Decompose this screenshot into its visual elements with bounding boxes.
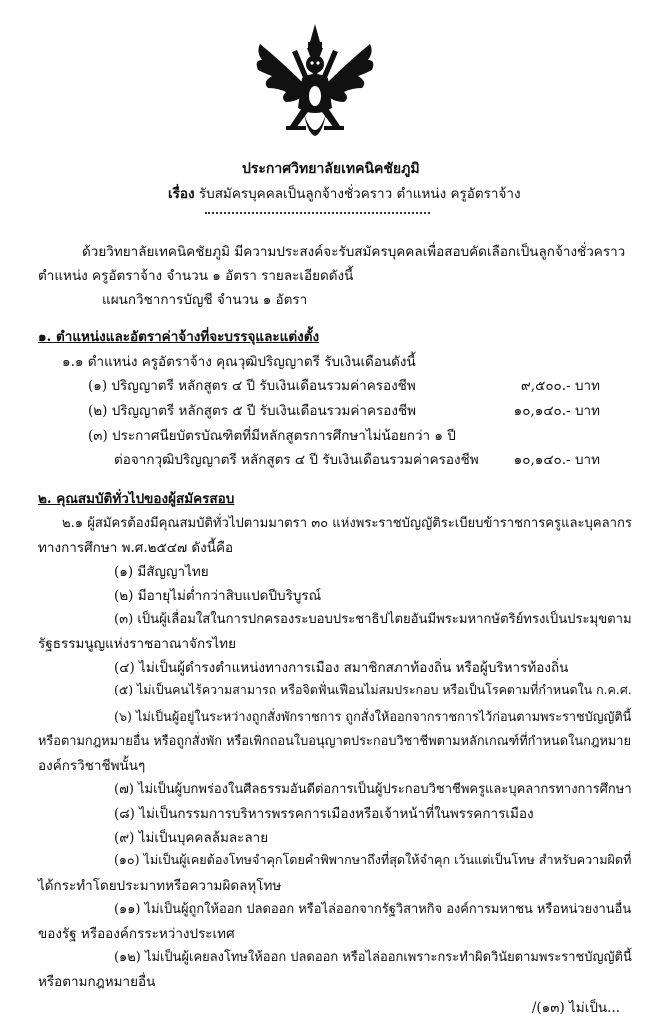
qualification-9: (๙) ไม่เป็นบุคคลล้มละลาย (114, 830, 269, 846)
salary-amount-1: ๙,๕๐๐.- บาท (520, 378, 600, 394)
qualification-5: (๕) ไม่เป็นคนไร้ความสามารถ หรือจิตฟั่นเฟือนไม่สมประกอบ หรือเป็นโรคตามที่กำหนดใน ก.ค.ศ. (114, 682, 632, 697)
qualification-3-cont: รัฐธรรมนูญแห่งราชอาณาจักรไทย (38, 636, 236, 652)
section-1-sub: ๑.๑ ตำแหน่ง ครูอัตราจ้าง คุณวุฒิปริญญาตรี รับเงินเดือนดังนี้ (62, 354, 416, 370)
qualification-4: (๔) ไม่เป็นผู้ดำรงตำแหน่งทางการเมือง สมาชิกสภาท้องถิ่น หรือผู้บริหารท้องถิ่น (114, 660, 569, 676)
section-1-heading: ๑. ตำแหน่งและอัตราค่าจ้างที่จะบรรจุและแต่งตั้ง (38, 329, 320, 345)
intro-line-2: ตำแหน่ง ครูอัตราจ้าง จำนวน ๑ อัตรา รายละเอียดดังนี้ (38, 268, 354, 284)
section-2-heading: ๒. คุณสมบัติทั่วไปของผู้สมัครสอบ (38, 491, 235, 507)
qualification-6-cont-2: องค์กรวิชาชีพนั้นๆ (38, 758, 146, 774)
qualification-12-cont: หรือตามกฎหมายอื่น (38, 974, 156, 990)
salary-item-2: (๒) ปริญญาตรี หลักสูตร ๕ ปี รับเงินเดือนรวมค่าครองชีพ (88, 403, 417, 419)
qualification-10-cont: ได้กระทำโดยประมาทหรือความผิดลหุโทษ (38, 878, 282, 894)
qualification-8: (๘) ไม่เป็นกรรมการบริหารพรรคการเมืองหรือเจ้าหน้าที่ในพรรคการเมือง (114, 806, 534, 822)
qualification-11: (๑๑) ไม่เป็นผู้ถูกให้ออก ปลดออก หรือไล่ออกจากรัฐวิสาหกิจ องค์การมหาชน หรือหน่วยงานอื่น (114, 902, 632, 917)
qualification-3: (๓) เป็นผู้เลื่อมใสในการปกครองระบอบประชาธิปไตยอันมีพระมหากษัตริย์ทรงเป็นประมุขตาม (114, 612, 632, 627)
qualification-1: (๑) มีสัญญาไทย (114, 564, 209, 580)
subject-line (168, 182, 521, 204)
page-continuation: /(๑๓) ไม่เป็น... (531, 1000, 620, 1016)
garuda-emblem (252, 22, 378, 146)
intro-line-1: ด้วยวิทยาลัยเทคนิคชัยภูมิ มีความประสงค์จะรับสมัครบุคคลเพื่อสอบคัดเลือกเป็นลูกจ้างชั่วคราว (82, 244, 626, 260)
qualification-11-cont: ของรัฐ หรือองค์กรระหว่างประเทศ (38, 926, 235, 942)
qualification-6: (๖) ไม่เป็นผู้อยู่ในระหว่างถูกสั่งพักราชการ ถูกสั่งให้ออกจากราชการไว้ก่อนตามพระราชบัญญัตินี้ (114, 709, 632, 724)
qualification-6-cont-1: หรือตามกฎหมายอื่น หรือถูกสั่งพัก หรือเพิกถอนใบอนุญาตประกอบวิชาชีพตามหลักเกณฑ์ที่กำหนดในกฎหมาย (38, 734, 631, 749)
qualification-7: (๗) ไม่เป็นผู้บกพร่องในศีลธรรมอันดีต่อการเป็นผู้ประกอบวิชาชีพครูและบุคลากรทางการศึกษา (114, 782, 632, 797)
salary-item-1: (๑) ปริญญาตรี หลักสูตร ๔ ปี รับเงินเดือนรวมค่าครองชีพ (88, 378, 416, 394)
qualification-2: (๒) มีอายุไม่ต่ำกว่าสิบแปดปีบริบูรณ์ (114, 588, 322, 604)
salary-amount-3: ๑๐,๑๔๐.- บาท (513, 452, 600, 468)
salary-item-3-cont: ต่อจากวุฒิปริญญาตรี หลักสูตร ๔ ปี รับเงินเดือนรวมค่าครองชีพ (114, 452, 479, 468)
section-2-sub-1: ๒.๑ ผู้สมัครต้องมีคุณสมบัติทั่วไปตามมาตรา ๓๐ แห่งพระราชบัญญัติระเบียบข้าราชการครูและบุคลากร (62, 516, 632, 531)
salary-amount-2: ๑๐,๑๔๐.- บาท (513, 403, 600, 419)
section-2-sub-2: ทางการศึกษา พ.ศ.๒๕๔๗ ดังนี้คือ (38, 540, 234, 556)
qualification-12: (๑๒) ไม่เป็นผู้เคยลงโทษให้ออก ปลดออก หรือไล่ออกเพราะกระทำผิดวินัยตามพระราชบัญญัตินี้ (114, 950, 632, 965)
divider (205, 212, 430, 214)
subject-label: เรื่อง (168, 186, 195, 202)
salary-item-3: (๓) ประกาศนียบัตรบัณฑิตที่มีหลักสูตรการศึกษาไม่น้อยกว่า ๑ ปี (88, 428, 456, 444)
intro-line-3: แผนกวิชาการบัญชี จำนวน ๑ อัตรา (102, 292, 308, 308)
document-title: ประกาศวิทยาลัยเทคนิคชัยภูมิ (242, 161, 420, 177)
qualification-10: (๑๐) ไม่เป็นผู้เคยต้องโทษจำคุกโดยคำพิพากษาถึงที่สุดให้จำคุก เว้นแต่เป็นโทษ สำหรับความผิดที่ (114, 852, 632, 867)
subject-text: รับสมัครบุคคลเป็นลูกจ้างชั่วคราว ตำแหน่ง ครูอัตราจ้าง (198, 186, 521, 202)
